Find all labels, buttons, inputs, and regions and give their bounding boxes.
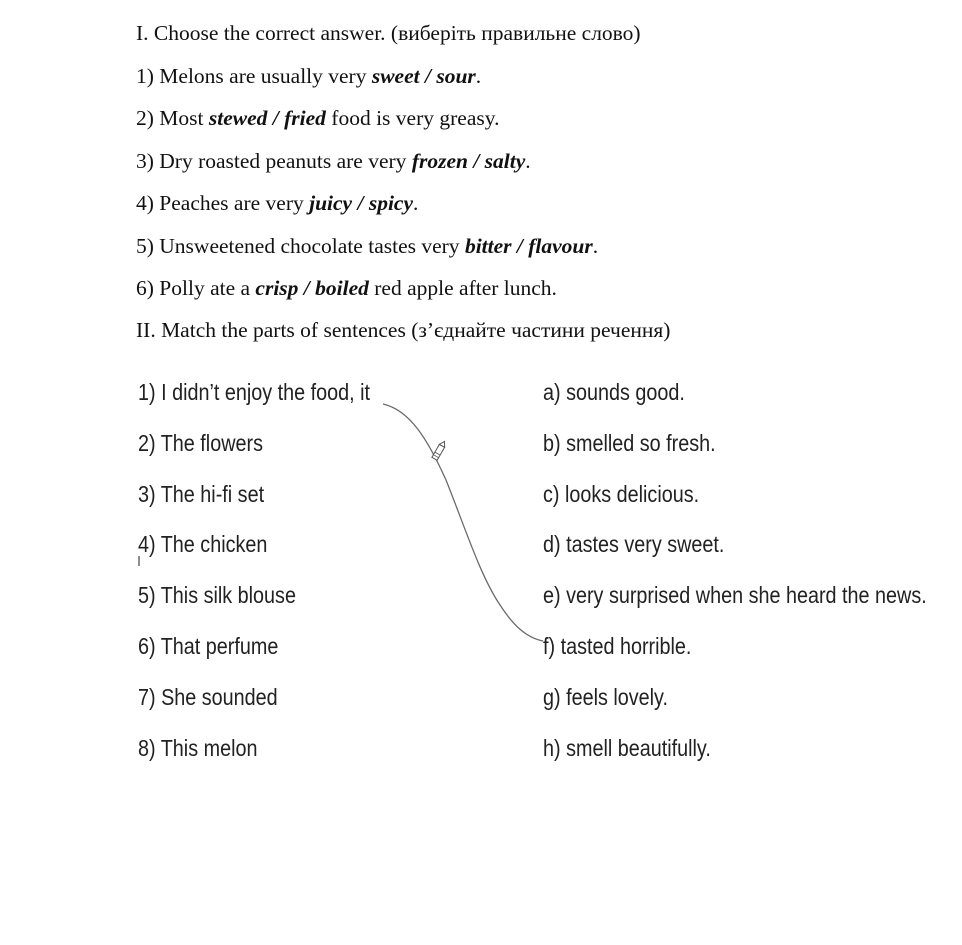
item-choice: frozen / salty <box>411 148 526 173</box>
item-choice: stewed / fried <box>208 106 326 130</box>
sentence-end-c: c) looks delicious. <box>543 480 700 507</box>
sentence-start-5: 5) This silk blouse <box>138 582 296 609</box>
item-choice: bitter / flavour <box>464 233 593 258</box>
item-text: . <box>525 148 531 173</box>
exercise-1 <box>136 19 641 317</box>
item-text: . <box>475 63 482 88</box>
sentence-end-a: a) sounds good. <box>543 379 685 405</box>
item-text: 1) Melons are usually very <box>136 63 372 88</box>
sentence-end-f: f) tasted horrible. <box>543 632 692 659</box>
sentence-starts-column <box>138 376 370 782</box>
sentence-start-8: 8) This melon <box>138 734 258 761</box>
exercise-1-title: I. Choose the correct answer. (виберіть правильне слово) <box>136 21 641 45</box>
item-text: 6) Polly ate a <box>136 276 256 300</box>
sentence-start-4: 4) The chicken <box>138 531 268 558</box>
item-choice: sweet / sour <box>371 63 476 88</box>
sentence-start-6: 6) That perfume <box>138 632 279 659</box>
sentence-end-h: h) smell beautifully. <box>543 734 711 761</box>
exercise-1-item-6 <box>136 274 641 317</box>
item-text: red apple after lunch. <box>368 276 557 300</box>
sentence-ends-column <box>543 376 927 782</box>
sentence-start-1: 1) I didn’t enjoy the food, it <box>138 379 371 405</box>
item-text: 4) Peaches are very <box>136 191 310 215</box>
item-text: 5) Unsweetened chocolate tastes very <box>136 233 465 258</box>
exercise-1-item-3 <box>136 147 641 190</box>
sentence-end-g: g) feels lovely. <box>543 683 668 710</box>
item-text: food is very greasy. <box>325 106 500 130</box>
item-choice: crisp / boiled <box>255 276 369 300</box>
sentence-end-d: d) tastes very sweet. <box>543 531 725 558</box>
pencil-icon <box>432 440 447 460</box>
sentence-end-b: b) smelled so fresh. <box>543 429 716 456</box>
sentence-start-3: 3) The hi-fi set <box>138 480 265 507</box>
item-choice: juicy / spicy <box>309 191 413 215</box>
sentence-start-7: 7) She sounded <box>138 683 278 710</box>
item-text: . <box>592 233 599 258</box>
item-text: 2) Most <box>136 106 209 130</box>
sentence-end-e: e) very surprised when she heard the news. <box>543 582 927 609</box>
item-text: 3) Dry roasted peanuts are very <box>136 148 412 173</box>
exercise-2-title: II. Match the parts of sentences (з’єднайте частини речення) <box>136 318 671 342</box>
match-line <box>383 404 543 641</box>
item-text: . <box>413 191 419 215</box>
exercise-1-item-2 <box>136 104 641 147</box>
exercise-1-item-5 <box>136 232 641 275</box>
sentence-start-2: 2) The flowers <box>138 429 263 456</box>
exercise-1-item-4 <box>136 189 641 232</box>
exercise-1-item-1 <box>136 62 641 105</box>
